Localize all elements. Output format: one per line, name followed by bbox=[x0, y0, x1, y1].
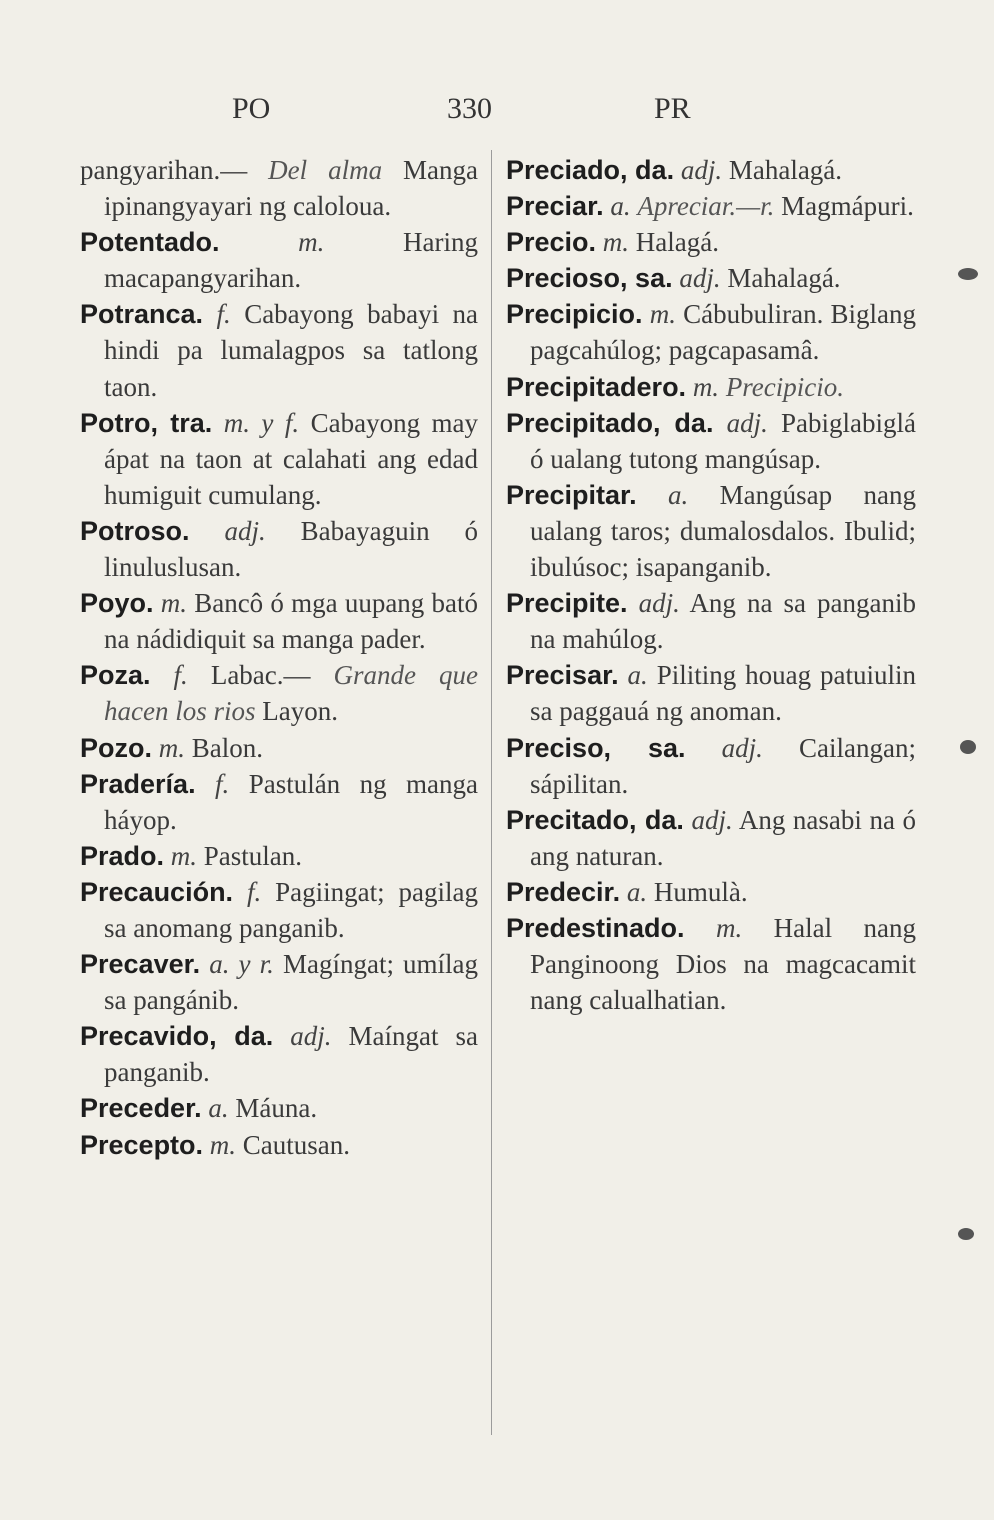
dictionary-entry bbox=[80, 730, 478, 766]
entry-grammar: a. bbox=[208, 1093, 229, 1124]
dictionary-entry bbox=[80, 874, 478, 946]
right-column bbox=[506, 152, 916, 1018]
entry-definition-continued: Layon. bbox=[262, 696, 338, 727]
entry-definition: Haring macapangyarihan. bbox=[104, 227, 479, 294]
entry-grammar: adj. bbox=[679, 263, 721, 294]
entry-grammar: f. bbox=[246, 876, 262, 907]
entry-headword: Preciar. bbox=[506, 191, 604, 222]
entry-headword: Poyo. bbox=[80, 588, 154, 619]
dictionary-entry bbox=[506, 405, 916, 477]
dictionary-entry bbox=[506, 657, 916, 729]
column-divider bbox=[491, 150, 492, 1435]
dictionary-entry bbox=[80, 838, 478, 874]
dictionary-entry bbox=[506, 152, 916, 188]
entry-definition: Magíngat; umílag sa pangánib. bbox=[104, 949, 479, 1016]
entry-headword: Preciado, da. bbox=[506, 155, 675, 185]
entry-definition: Mahalagá. bbox=[728, 155, 843, 185]
dictionary-entry bbox=[80, 152, 478, 224]
entry-headword: Precipitar. bbox=[506, 479, 637, 510]
entry-definition-continued: Manga ipinangyayari ng caloloua. bbox=[104, 155, 479, 222]
entry-definition: Ang nasabi na ó ang naturan. bbox=[530, 804, 917, 871]
entry-definition: Bancô ó mga uupang bató na nádidiquit sa manga pader. bbox=[104, 588, 478, 655]
entry-grammar: f. bbox=[173, 660, 188, 691]
entry-headword: Precisar. bbox=[506, 660, 619, 691]
entry-headword: Pozo. bbox=[80, 732, 152, 763]
entry-headword: Preceder. bbox=[80, 1093, 202, 1124]
entry-grammar: a. bbox=[626, 876, 648, 907]
entry-grammar: a. bbox=[667, 479, 689, 510]
entry-phrase: Apreciar.—r. bbox=[637, 191, 775, 222]
dictionary-entry bbox=[506, 802, 916, 874]
entry-grammar: m. bbox=[649, 299, 676, 330]
dictionary-entry bbox=[80, 946, 478, 1018]
dictionary-entry bbox=[506, 477, 916, 585]
dictionary-entry bbox=[506, 260, 916, 296]
entry-headword: Preciso, sa. bbox=[506, 732, 686, 763]
dictionary-entry bbox=[506, 910, 916, 1018]
entry-grammar: m. bbox=[692, 371, 720, 402]
entry-grammar: adj. bbox=[726, 407, 768, 438]
dictionary-entry bbox=[506, 369, 916, 405]
entry-definition: Pagiingat; pagilag sa anomang panganib. bbox=[104, 876, 479, 943]
dictionary-entry bbox=[506, 730, 916, 802]
entry-headword: Precavido, da. bbox=[80, 1021, 274, 1052]
entry-headword: Precipicio. bbox=[506, 299, 643, 330]
entry-headword: Precioso, sa. bbox=[506, 263, 673, 294]
entry-definition: Mangúsap nang ualang taros; dumalosdalos. Ibulid; ibulúsoc; isapanganib. bbox=[530, 479, 917, 583]
dictionary-entry bbox=[80, 296, 478, 404]
entry-definition: Cautusan. bbox=[242, 1129, 351, 1160]
entry-headword: Precaver. bbox=[80, 949, 201, 980]
ink-spot bbox=[958, 268, 978, 280]
entry-grammar: a. bbox=[610, 191, 631, 222]
entry-definition: Babayaguin ó linuluslusan. bbox=[104, 515, 479, 583]
dictionary-entry bbox=[80, 585, 478, 657]
dictionary-entry bbox=[506, 874, 916, 910]
entry-headword: Precipitado, da. bbox=[506, 407, 714, 438]
dictionary-entry bbox=[80, 1127, 478, 1163]
entry-definition: Pastulan. bbox=[203, 840, 303, 871]
entry-grammar: adj. bbox=[691, 804, 733, 835]
entry-headword: Predestinado. bbox=[506, 912, 685, 943]
entry-grammar: m. bbox=[602, 227, 630, 258]
entry-headword: Prado. bbox=[80, 840, 165, 871]
dictionary-entry bbox=[506, 585, 916, 657]
entry-definition: Cábubuliran. Biglang pagcahúlog; pagcapasamâ. bbox=[530, 299, 916, 366]
dictionary-entry bbox=[80, 1090, 478, 1126]
entry-definition: Halagá. bbox=[635, 227, 719, 258]
entry-definition: pangyarihan.— bbox=[80, 155, 248, 185]
entry-definition: Maíngat sa panganib. bbox=[104, 1021, 478, 1088]
entry-definition: Pabiglabiglá ó ualang tutong mangúsap. bbox=[530, 407, 917, 474]
dictionary-entry bbox=[506, 188, 916, 224]
entry-headword: Precio. bbox=[506, 227, 597, 258]
dictionary-entry bbox=[506, 224, 916, 260]
entry-definition: Ang na sa panganib na mahúlog. bbox=[530, 588, 917, 655]
entry-headword: Poza. bbox=[80, 660, 151, 691]
entry-grammar: m. y f. bbox=[223, 407, 300, 438]
entry-grammar: m. bbox=[170, 840, 198, 871]
entry-headword: Precipitadero. bbox=[506, 371, 687, 402]
ink-spot bbox=[960, 740, 976, 754]
dictionary-entry bbox=[80, 405, 478, 513]
entry-grammar: m. bbox=[160, 588, 187, 619]
entry-definition: Humulà. bbox=[653, 876, 748, 907]
dictionary-entry bbox=[80, 513, 478, 585]
entry-definition: Pastulán ng manga háyop. bbox=[104, 768, 478, 835]
dictionary-entry bbox=[80, 766, 478, 838]
entry-phrase: Grande que hacen los rios bbox=[104, 660, 479, 727]
entry-grammar: m. bbox=[158, 732, 185, 763]
entry-grammar: adj. bbox=[224, 515, 266, 546]
entry-headword: Precipite. bbox=[506, 588, 628, 619]
entry-headword: Predecir. bbox=[506, 876, 621, 907]
entry-headword: Precaución. bbox=[80, 876, 234, 907]
entry-grammar: a. bbox=[627, 660, 648, 691]
ink-spot bbox=[958, 1228, 974, 1240]
dictionary-entry bbox=[80, 1018, 478, 1090]
entry-headword: Pradería. bbox=[80, 768, 196, 799]
entry-grammar: adj. bbox=[638, 588, 680, 619]
entry-definition: Balon. bbox=[191, 732, 263, 763]
dictionary-entry bbox=[80, 657, 478, 729]
entry-grammar: m. bbox=[209, 1129, 237, 1160]
entry-grammar: adj. bbox=[721, 732, 763, 763]
entry-definition: Cabayong babayi na hindi pa lumalagpos sa tatlong taon. bbox=[104, 299, 478, 402]
entry-definition: Mahalagá. bbox=[727, 263, 841, 294]
entry-headword: Precitado, da. bbox=[506, 804, 684, 835]
dictionary-entry bbox=[506, 296, 916, 368]
page-header bbox=[0, 92, 994, 142]
header-left-guide-word: PO bbox=[232, 92, 271, 125]
left-column bbox=[80, 152, 478, 1163]
entry-definition-continued: Magmápuri. bbox=[781, 191, 914, 222]
entry-headword: Potranca. bbox=[80, 299, 204, 330]
entry-grammar: adj. bbox=[290, 1021, 332, 1052]
dictionary-entry bbox=[80, 224, 478, 296]
entry-grammar: f. bbox=[215, 768, 230, 799]
entry-phrase: Precipicio. bbox=[725, 371, 845, 402]
entry-headword: Potentado. bbox=[80, 227, 220, 258]
entry-definition: Cabayong may ápat na taon at calahati ang edad humiguit cumulang. bbox=[104, 407, 479, 510]
header-right-guide-word: PR bbox=[654, 92, 691, 125]
entry-headword: Potro, tra. bbox=[80, 407, 213, 438]
entry-grammar: f. bbox=[216, 299, 231, 330]
entry-definition: Máuna. bbox=[235, 1093, 318, 1124]
entry-grammar: m. bbox=[715, 912, 743, 943]
entry-definition: Halal nang Panginoong Dios na magcacamit nang calualhatian. bbox=[530, 912, 917, 1016]
entry-phrase: Del alma bbox=[268, 155, 383, 185]
entry-grammar: m. bbox=[298, 227, 325, 258]
entry-grammar: a. y r. bbox=[209, 949, 274, 980]
page-number: 330 bbox=[447, 92, 492, 125]
entry-definition: Labac.— bbox=[210, 660, 311, 691]
entry-grammar: adj. bbox=[680, 155, 723, 185]
entry-definition: Cailangan; sápilitan. bbox=[530, 732, 916, 799]
entry-headword: Potroso. bbox=[80, 515, 190, 546]
entry-definition: Piliting houag patuiulin sa paggauá ng anoman. bbox=[530, 660, 917, 727]
entry-headword: Precepto. bbox=[80, 1129, 204, 1160]
